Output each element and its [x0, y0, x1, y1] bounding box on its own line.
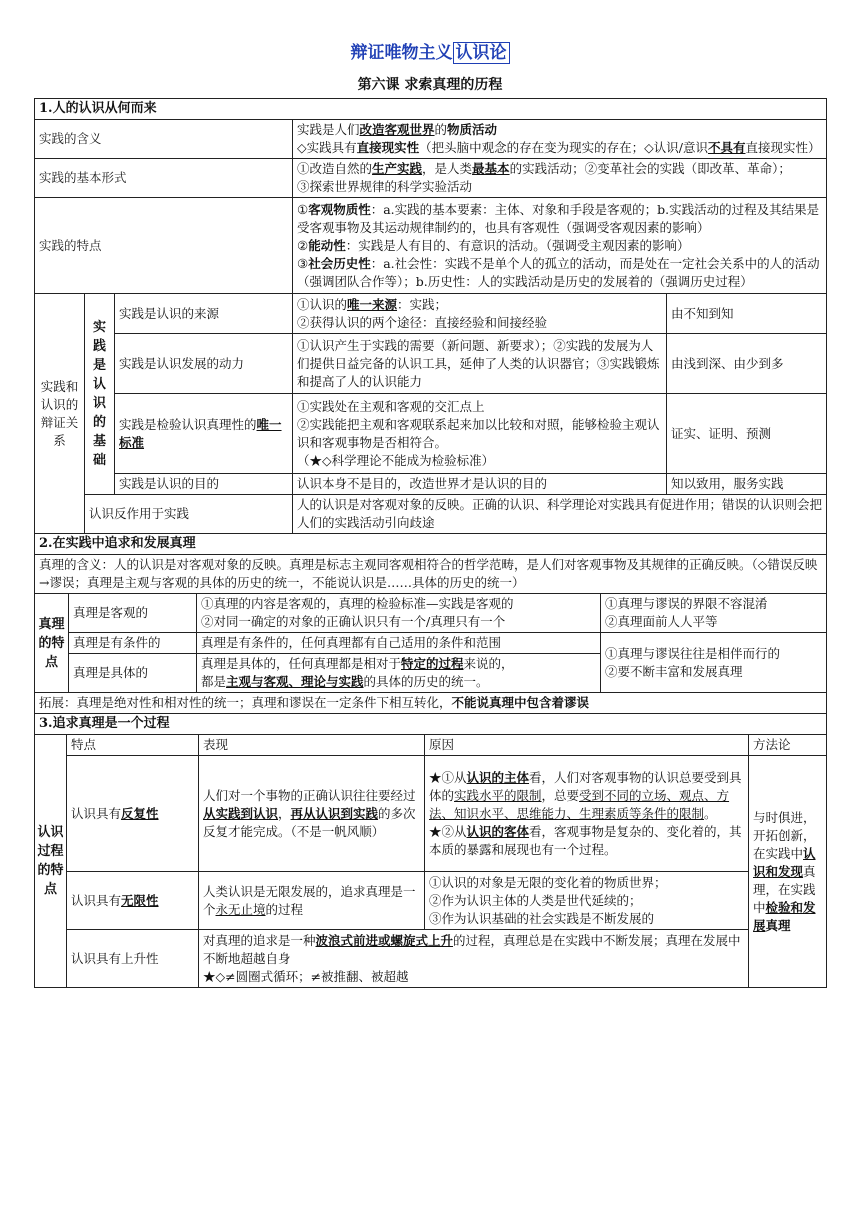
row-ascending [35, 930, 827, 988]
section1-table [34, 98, 827, 534]
label-practice-forms: 实践的基本形式 [35, 159, 293, 198]
label-cognition-process: 认识过程的特点 [35, 735, 67, 988]
text-practice-meaning: 实践是人们改造客观世界的物质活动 ◇实践具有直接现实性（把头脑中观念的存在变为现实的存在；◇认识/意识不具有直接现实性） [293, 120, 827, 159]
section3-heading: 3.追求真理是一个过程 [35, 714, 827, 735]
section2-heading: 2.在实践中追求和发展真理 [35, 534, 827, 555]
header-feature: 特点 [67, 735, 199, 756]
document-page [34, 38, 826, 988]
text-practice-forms: ①改造自然的生产实践，是人类最基本的实践活动；②变革社会的实践（即改革、革命）； ③探索世界规律的科学实验活动 [293, 159, 827, 198]
row-basis-driving-force [35, 334, 827, 394]
text-basis-criterion: ①实践处在主观和客观的交汇点上 ②实践能把主观和客观联系起来加以比较和对照，能够检验主观认识和客观事物是否相符合。 （★◇科学理论不能成为检验标准） [293, 394, 667, 474]
note-basis-source: 由不知到知 [667, 294, 827, 334]
label-truth-features: 真理的特点 [35, 594, 69, 693]
label-practice-features: 实践的特点 [35, 198, 293, 294]
note-truth-conditional-concrete: ①真理与谬误往往是相伴而行的 ②要不断丰富和发展真理 [601, 633, 827, 693]
note-basis-purpose: 知以致用，服务实践 [667, 474, 827, 495]
label-truth-conditional: 真理是有条件的 [69, 633, 197, 654]
section1-heading: 1.人的认识从何而来 [35, 99, 827, 120]
lesson-title: 第六课 求索真理的历程 [357, 77, 503, 93]
row-truth-conditional [35, 633, 827, 654]
label-dialectical-relation: 实践和认识的辩证关系 [35, 294, 85, 534]
text-truth-concrete: 真理是具体的，任何真理都是相对于特定的过程来说的， 都是主观与客观、理论与实践的具体的历史的统一。 [197, 654, 601, 693]
reason-infinity: ①认识的对象是无限的变化着的物质世界； ②作为认识主体的人类是世代延续的； ③作为认识基础的社会实践是不断发展的 [425, 872, 749, 930]
row-infinity [35, 872, 827, 930]
truth-definition: 真理的含义：人的认识是对客观对象的反映。真理是标志主观同客观相符合的哲学范畴，是人们对客观事物及其规律的正确反映。（◇错误反映→谬误；真理是主观与客观的具体的历史的统一，不能说认识是……具体的历史的统一） [35, 555, 827, 594]
row-practice-features [35, 198, 827, 294]
row-truth-objective [35, 594, 827, 633]
note-basis-driving-force: 由浅到深、由少到多 [667, 334, 827, 394]
row-repetition [35, 756, 827, 872]
row-basis-criterion [35, 394, 827, 474]
document-title [34, 38, 826, 68]
header-reason: 原因 [425, 735, 749, 756]
label-basis-source: 实践是认识的来源 [115, 294, 293, 334]
methodology: 与时俱进，开拓创新，在实践中认识和发现真理，在实践中检验和发展真理 [749, 756, 827, 988]
title-part1: 辩证唯物主义 [350, 43, 453, 63]
note-basis-criterion: 证实、证明、预测 [667, 394, 827, 474]
reason-repetition: ★①从认识的主体看，人们对客观事物的认识总要受到具体的实践水平的限制，总要受到不同的立场、观点、方法、知识水平、思维能力、生理素质等条件的限制。 ★②从认识的客体看，客观事物是复杂的、变化着的，其本质的暴露和展现也有一个过程。 [425, 756, 749, 872]
row-practice-forms [35, 159, 827, 198]
label-basis-driving-force: 实践是认识发展的动力 [115, 334, 293, 394]
text-ascending: 对真理的追求是一种波浪式前进或螺旋式上升的过程，真理总是在实践中不断发展；真理在发展中不断地超越自身 ★◇≠圆圈式循环；≠被推翻、被超越 [199, 930, 749, 988]
label-basis-purpose: 实践是认识的目的 [115, 474, 293, 495]
label-truth-concrete: 真理是具体的 [69, 654, 197, 693]
header-method: 方法论 [749, 735, 827, 756]
label-practice-basis: 实践是认识的基础 [85, 294, 115, 495]
text-reaction: 人的认识是对客观对象的反映。正确的认识、科学理论对实践具有促进作用；错误的认识则会把人们的实践活动引向歧途 [293, 495, 827, 534]
text-basis-source: ①认识的唯一来源：实践； ②获得认识的两个途径：直接经验和间接经验 [293, 294, 667, 334]
header-show: 表现 [199, 735, 425, 756]
label-practice-meaning: 实践的含义 [35, 120, 293, 159]
section3-table [34, 713, 827, 988]
row-basis-source [35, 294, 827, 334]
truth-extension: 拓展：真理是绝对性和相对性的统一；真理和谬误在一定条件下相互转化，不能说真理中包含着谬误 [35, 693, 827, 714]
label-repetition: 认识具有反复性 [67, 756, 199, 872]
note-truth-objective: ①真理与谬误的界限不容混淆 ②真理面前人人平等 [601, 594, 827, 633]
label-truth-objective: 真理是客观的 [69, 594, 197, 633]
text-truth-conditional: 真理是有条件的，任何真理都有自己适用的条件和范围 [197, 633, 601, 654]
text-truth-objective: ①真理的内容是客观的，真理的检验标准—实践是客观的 ②对同一确定的对象的正确认识只有一个/真理只有一个 [197, 594, 601, 633]
row-basis-purpose [35, 474, 827, 495]
show-repetition: 人们对一个事物的正确认识往往要经过从实践到认识，再从认识到实践的多次反复才能完成。（不是一帆风顺） [199, 756, 425, 872]
text-basis-driving-force: ①认识产生于实践的需要（新问题、新要求）；②实践的发展为人们提供日益完备的认识工具，延伸了人类的认识器官；③实践锻炼和提高了人的认识能力 [293, 334, 667, 394]
label-infinity: 认识具有无限性 [67, 872, 199, 930]
title-part2-boxed: 认识论 [453, 42, 510, 64]
row-reaction [35, 495, 827, 534]
label-ascending: 认识具有上升性 [67, 930, 199, 988]
label-basis-criterion: 实践是检验认识真理性的唯一标准 [115, 394, 293, 474]
show-infinity: 人类认识是无限发展的，追求真理是一个永无止境的过程 [199, 872, 425, 930]
section2-table [34, 533, 827, 714]
text-basis-purpose: 认识本身不是目的，改造世界才是认识的目的 [293, 474, 667, 495]
row-column-headers [35, 735, 827, 756]
row-practice-meaning [35, 120, 827, 159]
text-practice-features: ①客观物质性：a.实践的基本要素：主体、对象和手段是客观的；b.实践活动的过程及其结果是受客观事物及其运动规律制约的，也具有客观性（强调受客观因素的影响） ②能动性：实践是人有目的、有意识的活动。（强调受主观因素的影响） ③社会历史性：a.社会性：实践不是单个人的孤立的活动，而是处在一定社会关系中的人的活动（强调团队合作等）；b.历史性：人的实践活动是历史的发展着的（强调历史过程） [293, 198, 827, 294]
label-reaction: 认识反作用于实践 [85, 495, 293, 534]
